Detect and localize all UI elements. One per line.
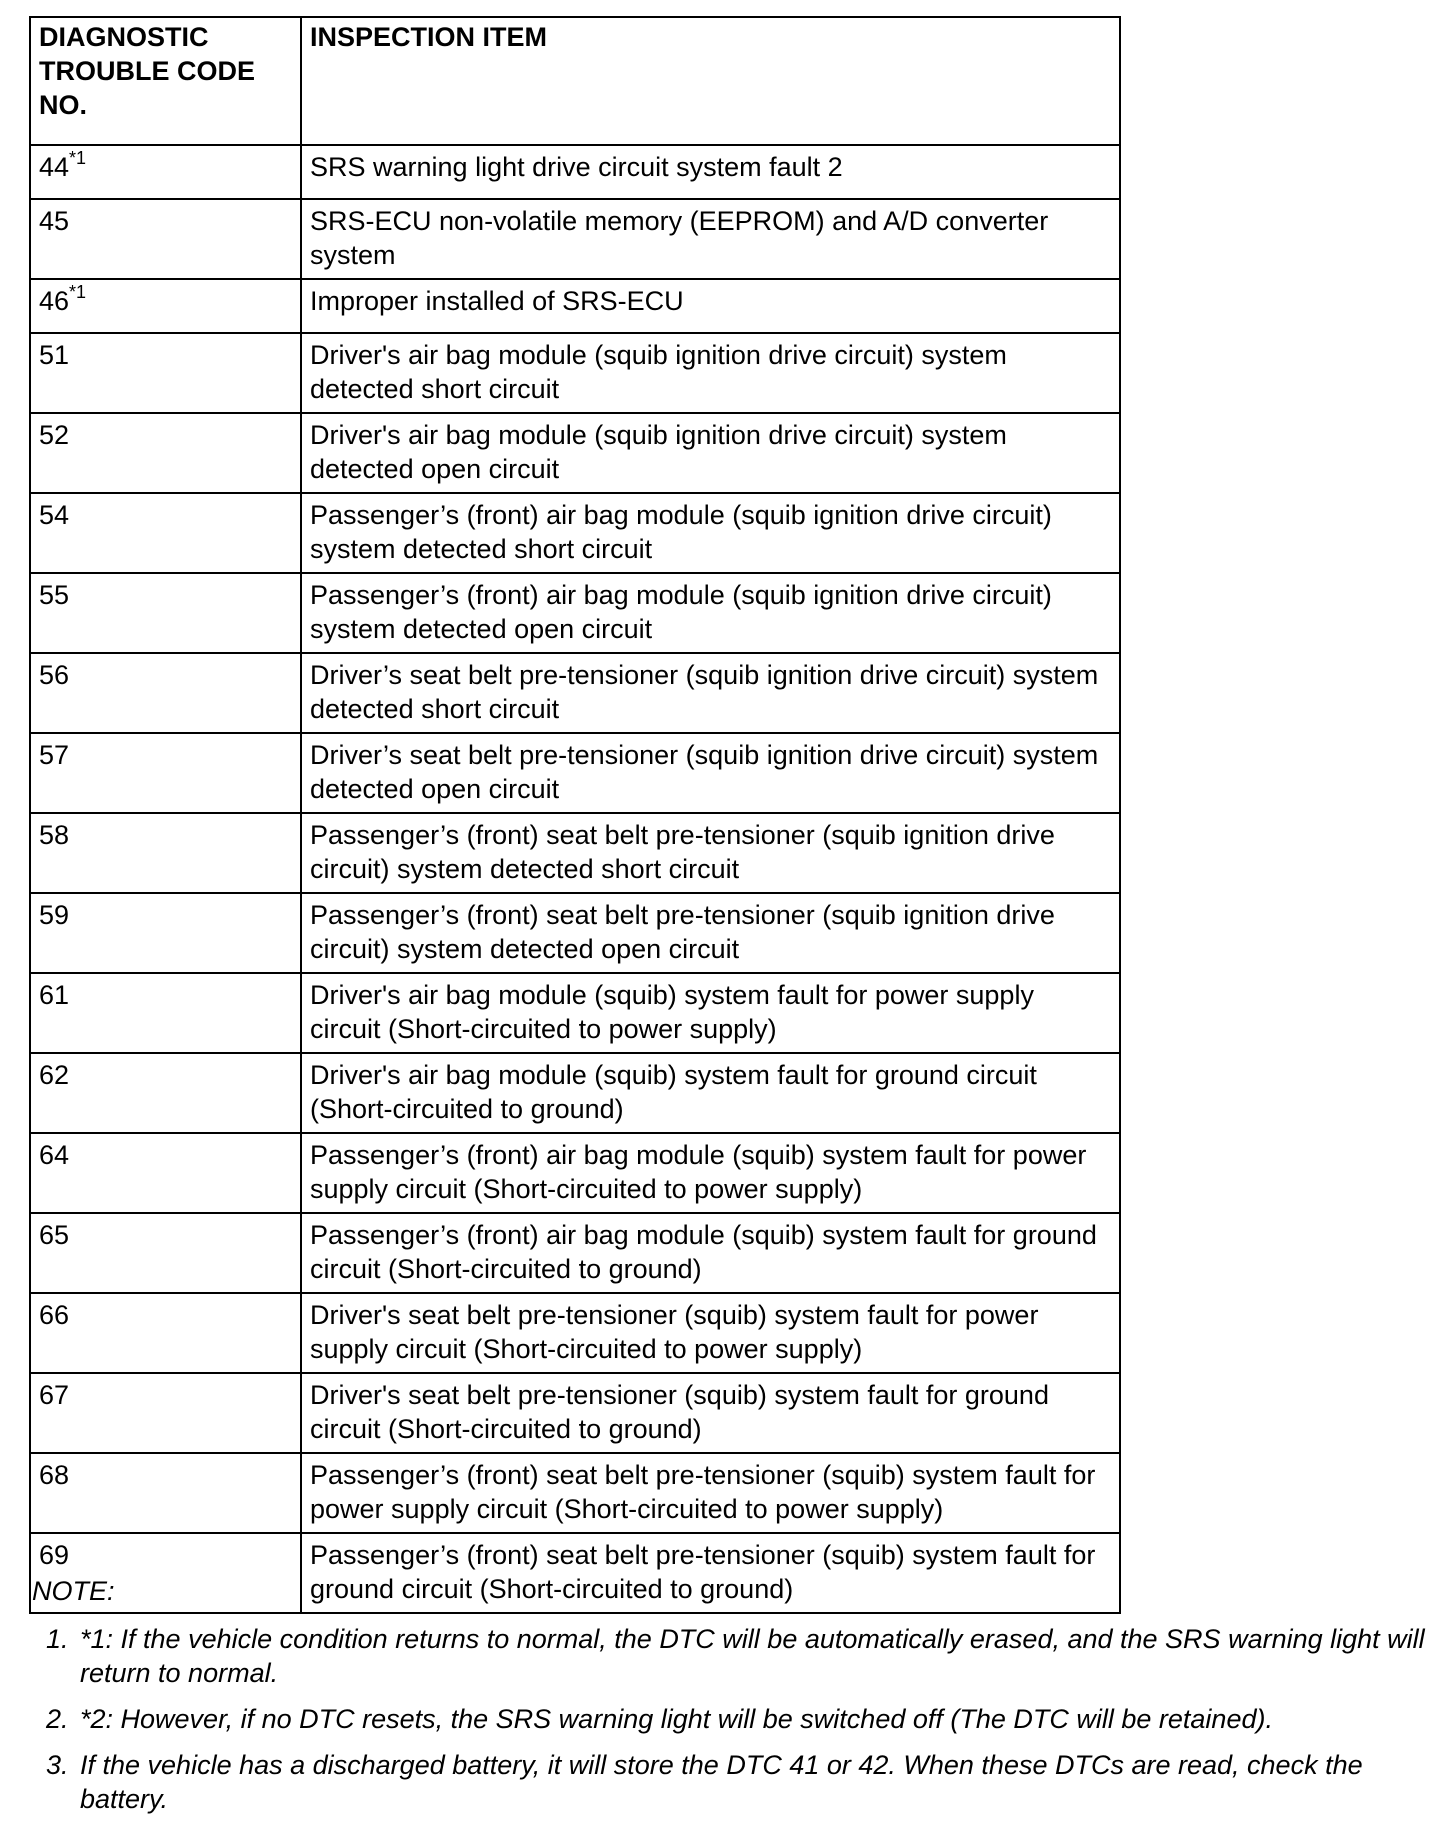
inspection-item-cell: SRS-ECU non-volatile memory (EEPROM) and A/D converter system	[301, 199, 1120, 279]
dtc-code: 64	[39, 1140, 70, 1170]
table-row	[30, 1453, 1120, 1533]
table-row	[30, 199, 1120, 279]
table-row	[30, 973, 1120, 1053]
inspection-item-cell: Passenger’s (front) air bag module (squib ignition drive circuit) system detected short circuit	[301, 493, 1120, 573]
dtc-code-cell	[30, 893, 301, 973]
table-row	[30, 733, 1120, 813]
inspection-item-cell: Driver's air bag module (squib ignition drive circuit) system detected short circuit	[301, 333, 1120, 413]
dtc-code-cell	[30, 653, 301, 733]
dtc-code-cell	[30, 813, 301, 893]
note-item: 3. If the vehicle has a discharged battery, it will store the DTC 41 or 42. When these DTCs are read, check the battery.	[76, 1748, 1442, 1816]
footnote-marker: *1	[69, 282, 87, 302]
dtc-code: 62	[39, 1060, 70, 1090]
dtc-code-cell	[30, 493, 301, 573]
dtc-code-cell	[30, 573, 301, 653]
dtc-code: 45	[39, 206, 70, 236]
inspection-item-cell: Driver’s seat belt pre-tensioner (squib ignition drive circuit) system detected short circuit	[301, 653, 1120, 733]
dtc-code: 58	[39, 820, 70, 850]
table-header-row	[30, 17, 1120, 145]
dtc-code: 44	[39, 152, 70, 182]
inspection-item-cell: Passenger’s (front) seat belt pre-tensioner (squib) system fault for ground circuit (Short-circuited to ground)	[301, 1533, 1120, 1613]
dtc-code-cell	[30, 333, 301, 413]
inspection-item-cell: Driver's seat belt pre-tensioner (squib) system fault for power supply circuit (Short-circuited to power supply)	[301, 1293, 1120, 1373]
inspection-item-cell: Passenger’s (front) seat belt pre-tensioner (squib ignition drive circuit) system detected open circuit	[301, 893, 1120, 973]
note-item: 2. *2: However, if no DTC resets, the SRS warning light will be switched off (The DTC will be retained).	[76, 1702, 1442, 1736]
inspection-item-cell: Passenger’s (front) seat belt pre-tensioner (squib) system fault for power supply circuit (Short-circuited to power supply)	[301, 1453, 1120, 1533]
dtc-code-cell	[30, 1133, 301, 1213]
table-row	[30, 1053, 1120, 1133]
dtc-code-cell	[30, 279, 301, 333]
footnote-marker: *1	[69, 148, 87, 168]
table-row	[30, 813, 1120, 893]
dtc-code-cell	[30, 1373, 301, 1453]
inspection-item-cell: SRS warning light drive circuit system fault 2	[301, 145, 1120, 199]
dtc-code: 67	[39, 1380, 70, 1410]
dtc-code: 52	[39, 420, 70, 450]
table-row	[30, 893, 1120, 973]
inspection-item-cell: Driver’s seat belt pre-tensioner (squib ignition drive circuit) system detected open circuit	[301, 733, 1120, 813]
dtc-code: 68	[39, 1460, 70, 1490]
dtc-code-cell	[30, 1213, 301, 1293]
inspection-item-cell: Driver's seat belt pre-tensioner (squib) system fault for ground circuit (Short-circuited to ground)	[301, 1373, 1120, 1453]
dtc-code: 59	[39, 900, 70, 930]
note-title: NOTE:	[32, 1576, 115, 1606]
header-inspection-item: INSPECTION ITEM	[301, 17, 1120, 145]
table-row	[30, 493, 1120, 573]
dtc-code: 46	[39, 286, 70, 316]
table-row	[30, 333, 1120, 413]
dtc-code-cell	[30, 733, 301, 813]
dtc-code-cell	[30, 973, 301, 1053]
table-row	[30, 1133, 1120, 1213]
dtc-code: 65	[39, 1220, 70, 1250]
dtc-code: 61	[39, 980, 70, 1010]
table-body	[30, 145, 1120, 1613]
table-row	[30, 413, 1120, 493]
dtc-code-cell	[30, 413, 301, 493]
inspection-item-cell: Improper installed of SRS-ECU	[301, 279, 1120, 333]
table-row	[30, 279, 1120, 333]
dtc-code-cell	[30, 199, 301, 279]
note-item: 1. *1: If the vehicle condition returns to normal, the DTC will be automatically erased, and the SRS warning light will return to normal.	[76, 1622, 1442, 1690]
inspection-item-cell: Driver's air bag module (squib ignition drive circuit) system detected open circuit	[301, 413, 1120, 493]
inspection-item-cell: Driver's air bag module (squib) system fault for power supply circuit (Short-circuited to power supply)	[301, 973, 1120, 1053]
table-row	[30, 653, 1120, 733]
table-row	[30, 573, 1120, 653]
dtc-code: 56	[39, 660, 70, 690]
inspection-item-cell: Passenger’s (front) air bag module (squib) system fault for power supply circuit (Short-circuited to power supply)	[301, 1133, 1120, 1213]
dtc-code-cell	[30, 1453, 301, 1533]
dtc-code-cell	[30, 1053, 301, 1133]
dtc-code: 69	[39, 1540, 70, 1570]
table-row	[30, 1213, 1120, 1293]
inspection-item-cell: Driver's air bag module (squib) system fault for ground circuit (Short-circuited to ground)	[301, 1053, 1120, 1133]
inspection-item-cell: Passenger’s (front) air bag module (squib ignition drive circuit) system detected open circuit	[301, 573, 1120, 653]
inspection-item-cell: Passenger’s (front) air bag module (squib) system fault for ground circuit (Short-circuited to ground)	[301, 1213, 1120, 1293]
dtc-table	[29, 16, 1121, 1614]
table-row	[30, 145, 1120, 199]
dtc-code: 54	[39, 500, 70, 530]
notes-section	[32, 1574, 1442, 1828]
dtc-code: 57	[39, 740, 70, 770]
table-row	[30, 1373, 1120, 1453]
notes-list	[32, 1622, 1442, 1816]
dtc-code: 66	[39, 1300, 70, 1330]
table-row	[30, 1293, 1120, 1373]
inspection-item-cell: Passenger’s (front) seat belt pre-tensioner (squib ignition drive circuit) system detected short circuit	[301, 813, 1120, 893]
dtc-code-cell	[30, 1293, 301, 1373]
header-dtc-number: DIAGNOSTIC TROUBLE CODE NO.	[30, 17, 301, 145]
dtc-code: 55	[39, 580, 70, 610]
dtc-code-cell	[30, 145, 301, 199]
dtc-code: 51	[39, 340, 70, 370]
